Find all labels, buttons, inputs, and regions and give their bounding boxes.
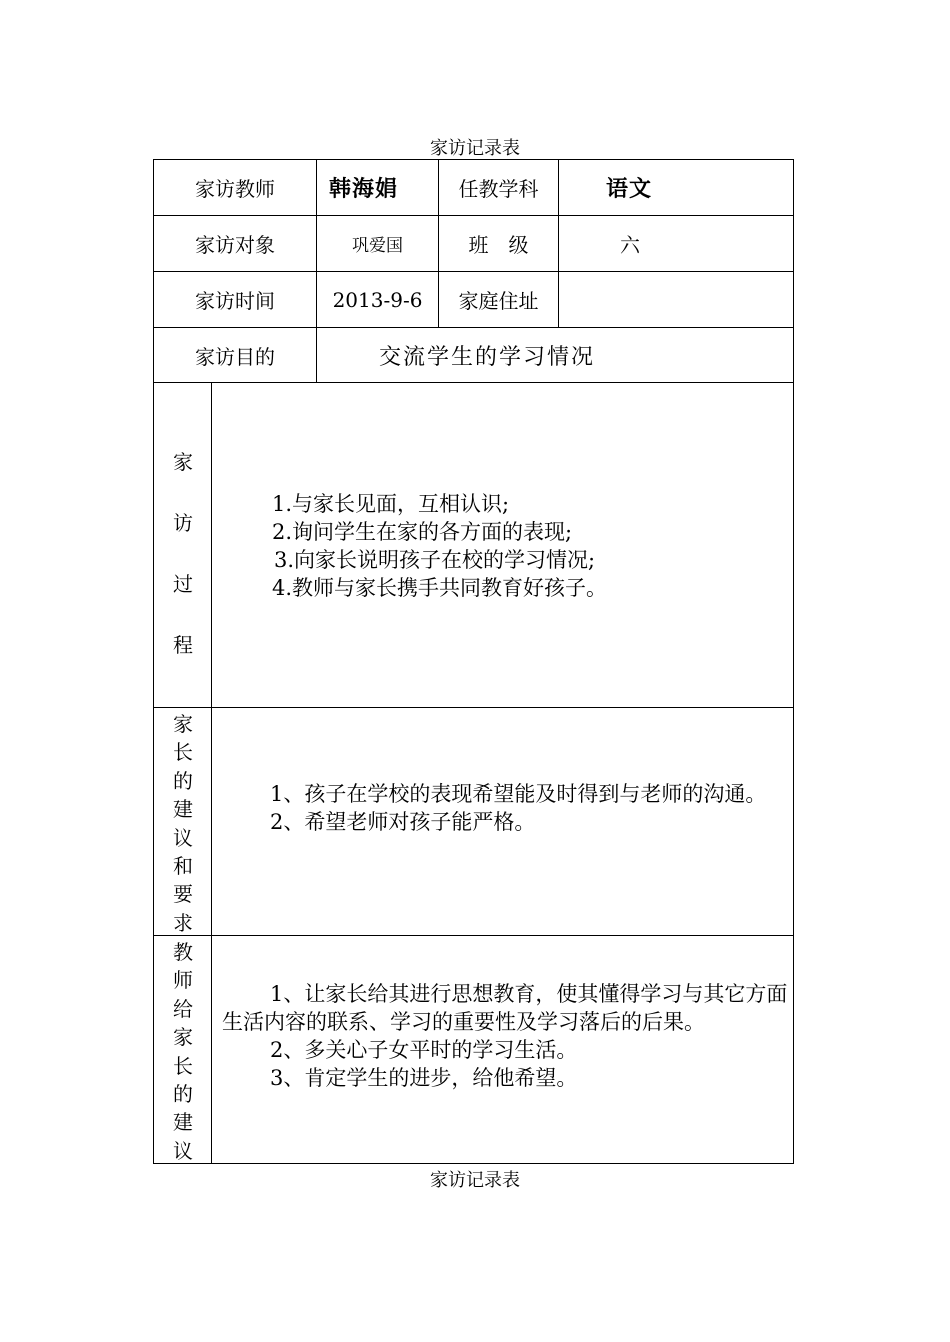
teacher-suggestions-label bbox=[155, 938, 211, 1165]
parent-label-char: 长 bbox=[173, 740, 193, 765]
class-label: 班 级 bbox=[468, 233, 529, 257]
parent-suggestion-item: 2、希望老师对孩子能严格。 bbox=[270, 810, 536, 834]
process-line: 3.向家长说明孩子在校的学习情况; bbox=[274, 548, 596, 572]
process-line: 4.教师与家长携手共同教育好孩子。 bbox=[272, 576, 608, 600]
process-line: 2.询问学生在家的各方面的表现; bbox=[272, 520, 573, 544]
teacher-suggestion-item: 3、肯定学生的进步，给他希望。 bbox=[270, 1066, 578, 1090]
time-label: 家访时间 bbox=[195, 289, 275, 313]
row-divider bbox=[154, 935, 793, 936]
teacher-suggestion-item: 2、多关心子女平时的学习生活。 bbox=[270, 1038, 578, 1062]
process-label-char: 程 bbox=[173, 633, 193, 657]
subject-label: 任教学科 bbox=[458, 177, 539, 201]
parent-suggestions-text bbox=[222, 780, 788, 836]
parent-label-char: 的 bbox=[173, 768, 193, 793]
purpose-value: 交流学生的学习情况 bbox=[379, 344, 596, 370]
parent-label-char: 建 bbox=[173, 797, 193, 822]
teacher-value: 韩海娟 bbox=[329, 176, 399, 202]
form-caption-top: 家访记录表 bbox=[430, 138, 520, 159]
teacher-label-char: 家 bbox=[173, 1025, 193, 1050]
teacher-label-char: 议 bbox=[173, 1138, 193, 1163]
purpose-label: 家访目的 bbox=[195, 344, 275, 369]
teacher-label-char: 教 bbox=[173, 940, 193, 964]
process-label-char: 过 bbox=[173, 572, 193, 596]
teacher-label-char: 师 bbox=[173, 968, 193, 993]
row-divider bbox=[154, 382, 793, 383]
teacher-label-char: 长 bbox=[173, 1053, 193, 1078]
parent-suggestions-label bbox=[155, 710, 211, 937]
teacher-label-char: 建 bbox=[173, 1110, 193, 1135]
process-label bbox=[155, 446, 211, 658]
address-value bbox=[559, 272, 793, 327]
teacher-suggestion-item: 1、让家长给其进行思想教育，使其懂得学习与其它方面生活内容的联系、学习的重要性及学习落后的后果。 bbox=[222, 982, 788, 1034]
process-label-char: 访 bbox=[173, 511, 193, 535]
parent-label-char: 和 bbox=[173, 854, 193, 879]
class-value: 六 bbox=[620, 233, 640, 257]
student-value: 巩爱国 bbox=[352, 236, 403, 256]
teacher-suggestions-text bbox=[222, 980, 788, 1092]
form-caption-bottom: 家访记录表 bbox=[430, 1170, 520, 1191]
teacher-label-char: 的 bbox=[173, 1082, 193, 1107]
parent-label-char: 议 bbox=[173, 825, 193, 850]
student-label: 家访对象 bbox=[195, 233, 275, 257]
subject-value: 语文 bbox=[606, 176, 653, 202]
teacher-label: 家访教师 bbox=[195, 177, 275, 201]
process-list bbox=[272, 490, 782, 602]
parent-label-char: 求 bbox=[173, 910, 193, 935]
teacher-label-char: 给 bbox=[173, 996, 193, 1021]
parent-label-char: 家 bbox=[173, 712, 193, 736]
process-label-char: 家 bbox=[173, 450, 193, 474]
process-line: 1.与家长见面，互相认识; bbox=[272, 492, 510, 516]
parent-suggestion-item: 1、孩子在学校的表现希望能及时得到与老师的沟通。 bbox=[270, 782, 767, 806]
address-label: 家庭住址 bbox=[458, 289, 539, 313]
time-value: 2013-9-6 bbox=[332, 287, 423, 312]
parent-label-char: 要 bbox=[173, 882, 193, 907]
column-divider bbox=[211, 383, 212, 1163]
home-visit-form bbox=[153, 159, 794, 1164]
row-divider bbox=[154, 707, 793, 708]
